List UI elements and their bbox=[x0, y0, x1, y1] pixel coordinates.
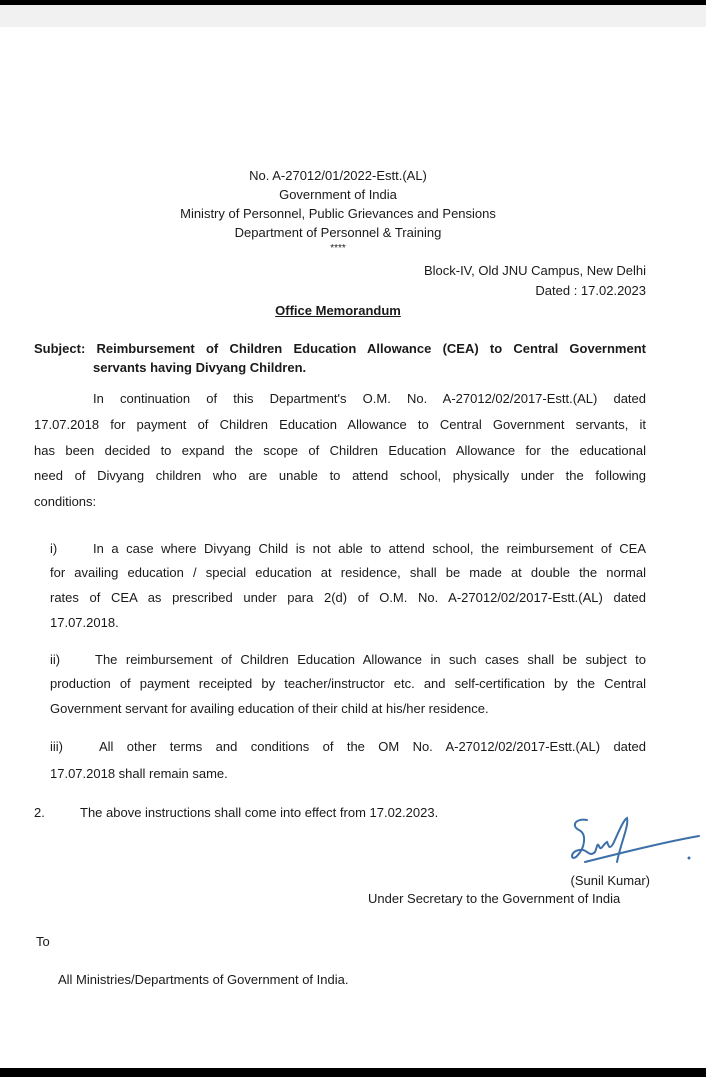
signature-image bbox=[565, 812, 705, 872]
condition-line: The reimbursement of Children Education Allowance in such cases shall be subject to bbox=[95, 652, 646, 667]
signatory-designation: Under Secretary to the Government of India bbox=[368, 891, 621, 906]
condition-line: In a case where Divyang Child is not able to attend school, the reimbursement of CEA bbox=[93, 541, 646, 556]
condition-line: 17.07.2018 shall remain same. bbox=[50, 766, 228, 781]
date: Dated : 17.02.2023 bbox=[535, 283, 646, 298]
para1-line: 17.07.2018 for payment of Children Education Allowance to Central Government servants, it bbox=[34, 417, 646, 432]
address: Block-IV, Old JNU Campus, New Delhi bbox=[423, 263, 646, 278]
para1-line: conditions: bbox=[34, 494, 97, 509]
top-band bbox=[0, 5, 706, 27]
subject-line-1: Subject: Reimbursement of Children Education Allowance (CEA) to Central Government bbox=[34, 341, 646, 356]
file-number: No. A-27012/01/2022-Estt.(AL) bbox=[249, 168, 427, 183]
department: Department of Personnel & Training bbox=[234, 225, 442, 240]
para2-text: The above instructions shall come into effect from 17.02.2023. bbox=[80, 805, 439, 820]
para1-line: need of Divyang children who are unable to attend school, physically under the following bbox=[34, 468, 646, 483]
condition-line: for availing education / special education at residence, shall be made at double the normal bbox=[50, 565, 646, 580]
condition-number: ii) bbox=[50, 652, 61, 667]
recipient: All Ministries/Departments of Government of India. bbox=[58, 972, 349, 987]
ministry: Ministry of Personnel, Public Grievances and Pensions bbox=[180, 206, 496, 221]
government: Government of India bbox=[279, 187, 397, 202]
para1-line: has been decided to expand the scope of Children Education Allowance for the educational bbox=[34, 443, 646, 458]
condition-line: All other terms and conditions of the OM No. A-27012/02/2017-Estt.(AL) dated bbox=[99, 739, 646, 754]
para1-line: In continuation of this Department's O.M. No. A-27012/02/2017-Estt.(AL) dated bbox=[93, 391, 646, 406]
condition-number: i) bbox=[50, 541, 58, 556]
condition-line: Government servant for availing education of their child at his/her residence. bbox=[50, 701, 489, 716]
para2-number: 2. bbox=[34, 805, 45, 820]
to-label: To bbox=[36, 934, 50, 949]
condition-line: rates of CEA as prescribed under para 2(d) of O.M. No. A-27012/02/2017-Estt.(AL) dated bbox=[50, 590, 646, 605]
document-title: Office Memorandum bbox=[275, 303, 401, 318]
stars: **** bbox=[330, 243, 346, 254]
signatory-name: (Sunil Kumar) bbox=[570, 873, 650, 888]
subject-line-2: servants having Divyang Children. bbox=[93, 360, 307, 375]
condition-line: 17.07.2018. bbox=[50, 615, 119, 630]
bottom-bar bbox=[0, 1068, 706, 1077]
condition-number: iii) bbox=[50, 739, 63, 754]
condition-line: production of payment receipted by teacher/instructor etc. and self-certification by the Central bbox=[50, 676, 646, 691]
